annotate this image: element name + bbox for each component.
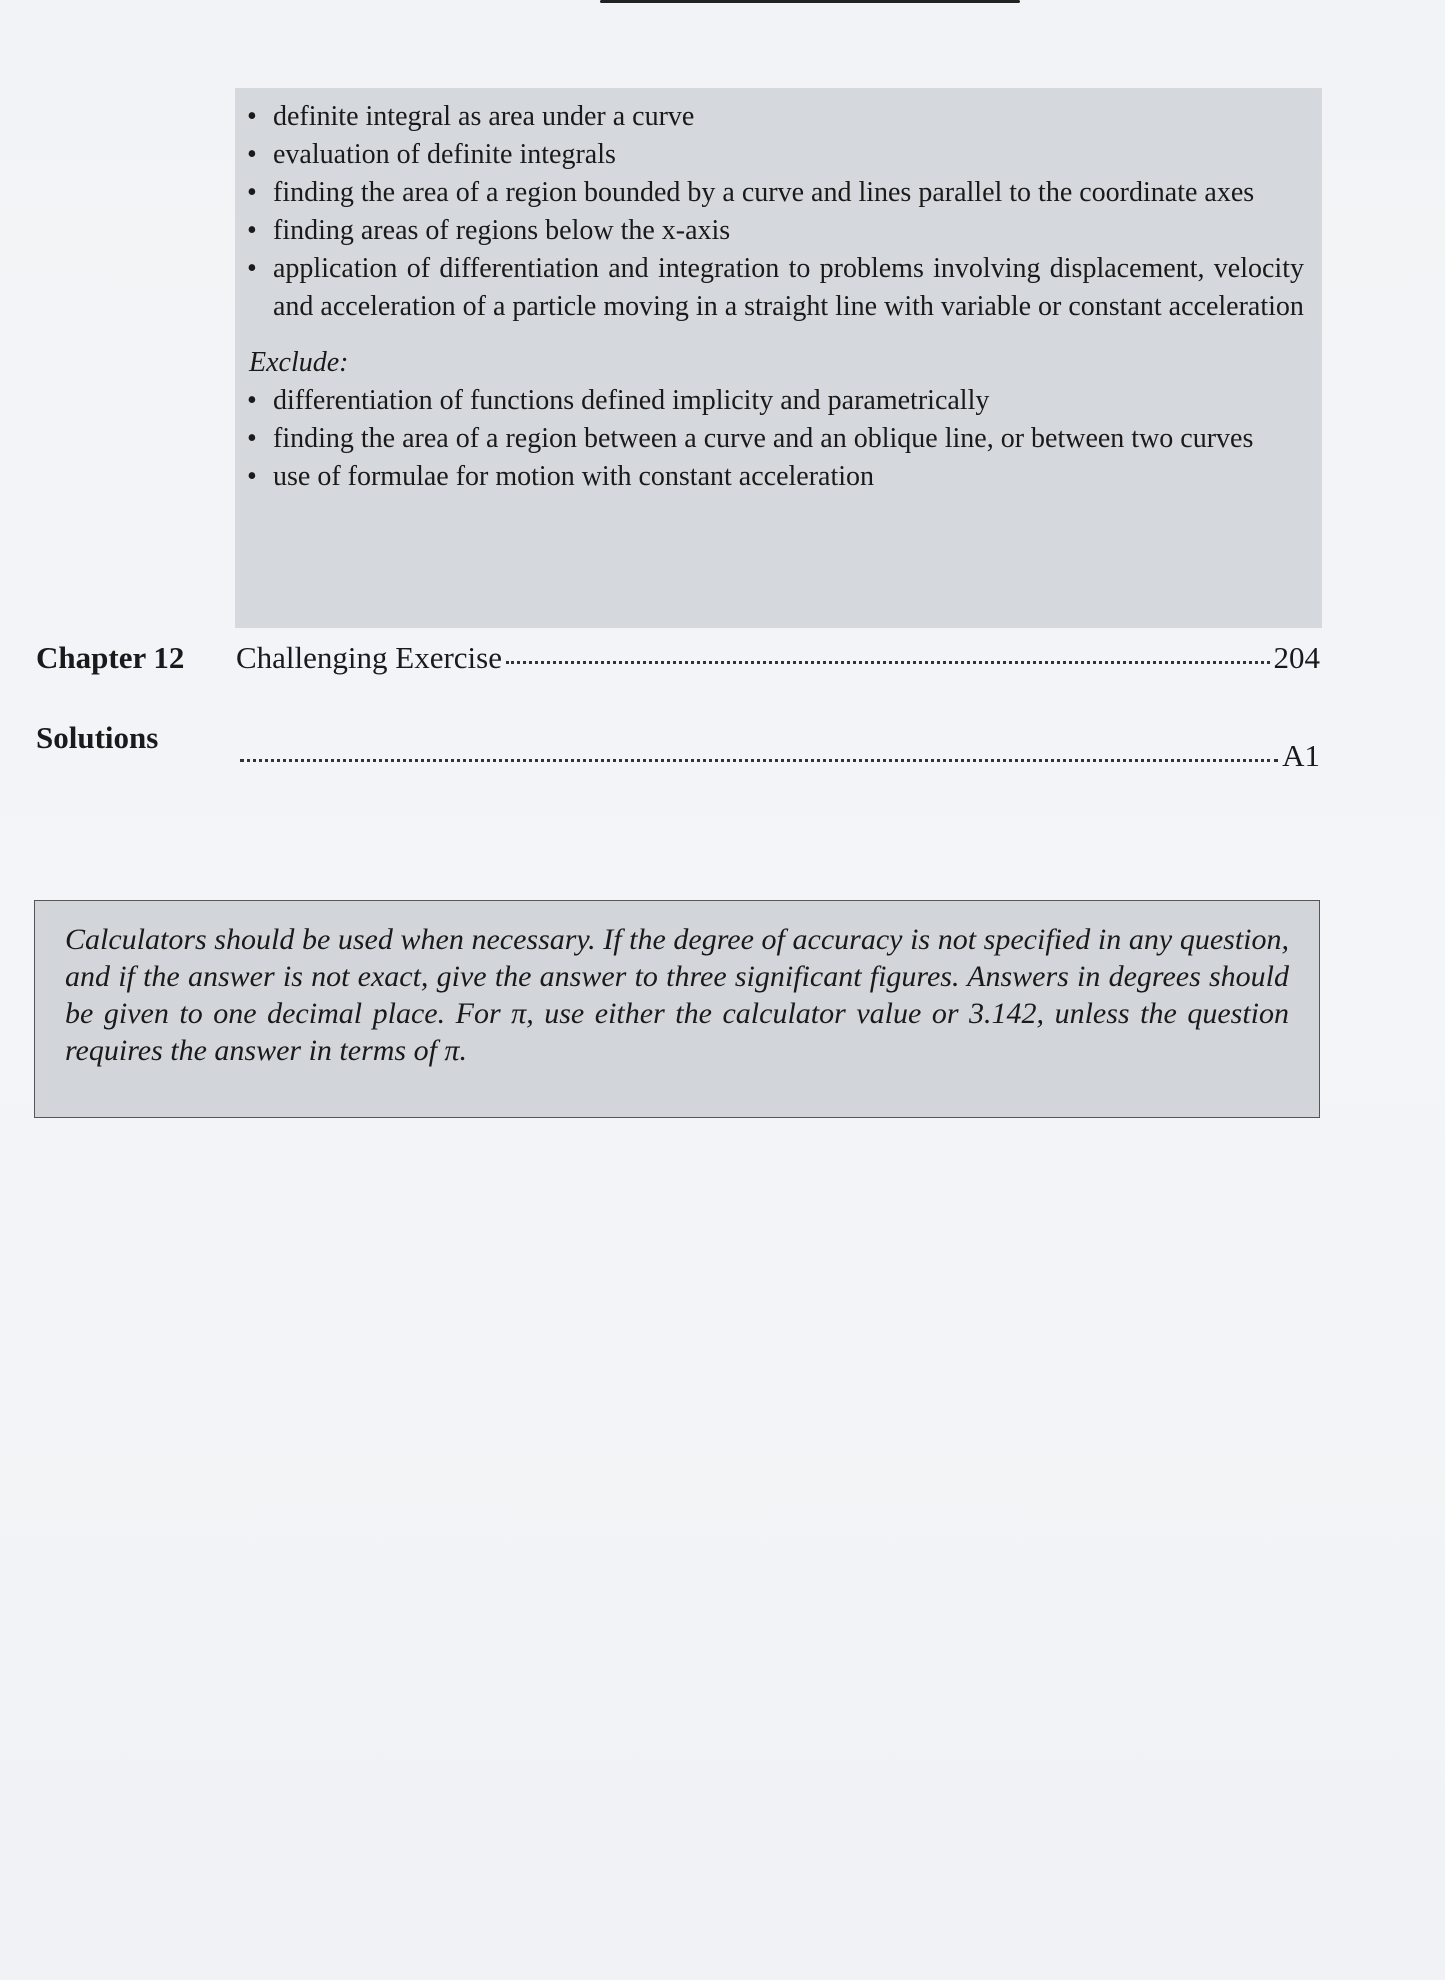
syllabus-item — [245, 174, 1304, 212]
syllabus-item — [245, 212, 1304, 250]
syllabus-include-list — [245, 98, 1304, 326]
toc-row-chapter-12 — [36, 640, 1320, 676]
syllabus-item-text: finding the area of a region bounded by a curve and lines parallel to the coordinate axes — [273, 177, 1255, 208]
bullet-icon: • — [247, 215, 257, 246]
calculator-note-text: Calculators should be used when necessary. If the degree of accuracy is not specified in any question, and if the answer is not exact, give the answer to three significant figures. Answers in degrees should be given to one decimal place. For π, use either the calculator value or 3.142, unless the question requires the answer in terms of π. — [65, 923, 1289, 1067]
syllabus-item-text: evaluation of definite integrals — [273, 139, 616, 170]
bullet-icon: • — [247, 177, 257, 208]
bullet-icon: • — [247, 253, 257, 284]
toc-leader-dots — [240, 757, 1278, 762]
toc-leader-dots — [506, 659, 1270, 664]
bullet-icon: • — [247, 423, 257, 454]
toc-page-number: A1 — [1282, 738, 1320, 773]
syllabus-item-text: definite integral as area under a curve — [273, 101, 695, 132]
exclude-item — [245, 420, 1304, 458]
bullet-icon: • — [247, 461, 257, 492]
toc-solutions-label: Solutions — [36, 720, 159, 755]
page-top-edge — [600, 0, 1020, 3]
exclude-item — [245, 382, 1304, 420]
exclude-item-text: finding the area of a region between a curve and an oblique line, or between two curves — [273, 423, 1254, 454]
bullet-icon: • — [247, 385, 257, 416]
syllabus-exclude-list — [245, 382, 1304, 496]
exclude-item-text: use of formulae for motion with constant acceleration — [273, 461, 875, 492]
toc-chapter-label: Chapter 12 — [36, 640, 185, 675]
exclude-heading: Exclude: — [249, 347, 349, 378]
calculator-note-box — [34, 900, 1320, 1118]
syllabus-item-text: application of differentiation and integration to problems involving displacement, velocity and acceleration of a particle moving in a straight line with variable or constant acceleration — [273, 253, 1304, 322]
toc-page-number: 204 — [1273, 640, 1320, 675]
exclude-item-text: differentiation of functions defined implicity and parametrically — [273, 385, 990, 416]
syllabus-panel — [235, 88, 1322, 628]
bullet-icon: • — [247, 139, 257, 170]
exclude-item — [245, 458, 1304, 496]
syllabus-item — [245, 136, 1304, 174]
bullet-icon: • — [247, 101, 257, 132]
toc-chapter-title: Challenging Exercise — [236, 640, 502, 675]
toc-row-solutions — [36, 720, 1320, 773]
syllabus-item — [245, 98, 1304, 136]
syllabus-item — [245, 250, 1304, 326]
syllabus-item-text: finding areas of regions below the x-axis — [273, 215, 731, 246]
